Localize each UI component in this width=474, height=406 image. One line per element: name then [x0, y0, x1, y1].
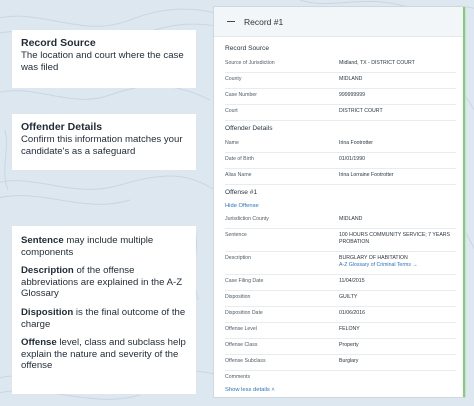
description-note-text: of the offense abbreviations are explained in the A-Z Glossary	[21, 265, 183, 300]
sentence-label: Sentence	[225, 232, 247, 238]
glossary-link[interactable]: A-Z Glossary of Criminal Terms	[339, 261, 411, 268]
disposition-row	[225, 291, 456, 307]
offense-class-row	[225, 339, 456, 355]
alias-value: Irina Lorraine Footrotter	[339, 172, 394, 178]
sentence-value-line1: 100 HOURS COMMUNITY SERVICE; 7 YEARS	[339, 232, 450, 238]
offender-details-heading: Offender Details	[225, 125, 273, 132]
disposition-date-row	[225, 307, 456, 323]
sentence-row	[225, 229, 456, 252]
offense-note-term: Offense	[21, 337, 57, 349]
alias-label: Alias Name	[225, 172, 252, 178]
court-label: Court	[225, 108, 238, 114]
disposition-date-value: 01/06/2016	[339, 310, 365, 316]
chevron-up-icon: ˄	[271, 387, 275, 393]
offense-level-row	[225, 323, 456, 339]
disposition-note-term: Disposition	[21, 306, 74, 318]
case-filing-date-label: Case Filing Date	[225, 278, 264, 284]
offense-class-value: Property	[339, 342, 359, 348]
offense-level-label: Offense Level	[225, 326, 257, 332]
offense-heading: Offense #1	[225, 189, 258, 196]
sentence-value-line2: PROBATION	[339, 238, 370, 245]
disposition-value: GUILTY	[339, 294, 358, 300]
jurisdiction-label: Jurisdiction County	[225, 216, 269, 222]
comments-label: Comments	[225, 374, 251, 380]
court-value: DISTRICT COURT	[339, 108, 383, 114]
sentence-note-text: may include multiple components	[21, 235, 154, 258]
description-note	[21, 265, 187, 300]
offender-details-card-title: Offender Details	[21, 121, 103, 133]
case-filing-date-row	[225, 275, 456, 291]
record-source-card-text: The location and court where the case was filed	[21, 50, 184, 73]
dob-label: Date of Birth	[225, 156, 254, 162]
source-row	[225, 57, 456, 73]
county-row	[225, 73, 456, 89]
name-value: Irina Footrotter	[339, 140, 374, 146]
sentence-note	[21, 235, 187, 258]
disposition-note	[21, 307, 187, 330]
source-value: Midland, TX - DISTRICT COURT	[339, 60, 415, 66]
jurisdiction-row	[225, 213, 456, 229]
record-source-heading: Record Source	[225, 45, 269, 52]
name-label: Name	[225, 140, 239, 146]
court-row	[225, 105, 456, 121]
comments-row	[225, 371, 456, 386]
description-value	[339, 255, 450, 268]
show-less-details-label: Show less details	[225, 387, 270, 393]
sentence-value	[339, 232, 450, 245]
sentence-note-term: Sentence	[21, 235, 64, 246]
description-value-line1: BURGLARY OF HABITATION	[339, 255, 408, 261]
offense-note	[21, 337, 187, 372]
disposition-date-label: Disposition Date	[225, 310, 263, 316]
case-number-value: 999999999	[339, 92, 365, 98]
case-number-label: Case Number	[225, 92, 258, 98]
offense-note-text: level, class and subclass help explain the nature and severity of the offense	[21, 337, 186, 372]
description-row	[225, 252, 456, 275]
hide-offense-link[interactable]: Hide Offense	[225, 203, 259, 209]
dob-value: 01/01/1990	[339, 156, 365, 162]
record-header[interactable]	[214, 7, 465, 37]
dob-row	[225, 153, 456, 169]
offense-notes-card	[12, 226, 196, 394]
description-label: Description	[225, 255, 251, 261]
description-note-term: Description	[21, 265, 74, 277]
source-label: Source of Jurisdiction	[225, 60, 275, 66]
case-number-row	[225, 89, 456, 105]
collapse-minus-icon[interactable]	[227, 21, 235, 22]
offense-level-value: FELONY	[339, 326, 360, 332]
county-label: County	[225, 76, 242, 82]
disposition-label: Disposition	[225, 294, 251, 300]
disposition-note-text: is the final outcome of the charge	[21, 306, 186, 330]
case-filing-date-value: 11/04/2015	[339, 278, 365, 284]
arrow-right-icon[interactable]: →	[412, 261, 418, 268]
offender-details-card	[12, 114, 196, 170]
jurisdiction-value: MIDLAND	[339, 216, 363, 222]
show-less-details-link[interactable]	[225, 387, 275, 393]
record-source-card-title: Record Source	[21, 37, 96, 49]
alias-row	[225, 169, 456, 185]
offender-details-card-text: Confirm this information matches your candidate's as a safeguard	[21, 134, 183, 157]
record-title: Record #1	[244, 16, 284, 27]
record-panel	[213, 6, 466, 398]
offense-class-label: Offense Class	[225, 342, 258, 348]
name-row	[225, 137, 456, 153]
record-source-card	[12, 30, 196, 88]
offense-subclass-value: Burglary	[339, 358, 359, 364]
offense-subclass-row	[225, 355, 456, 371]
record-accent-bar	[463, 7, 465, 397]
county-value: MIDLAND	[339, 76, 363, 82]
offense-subclass-label: Offense Subclass	[225, 358, 266, 364]
